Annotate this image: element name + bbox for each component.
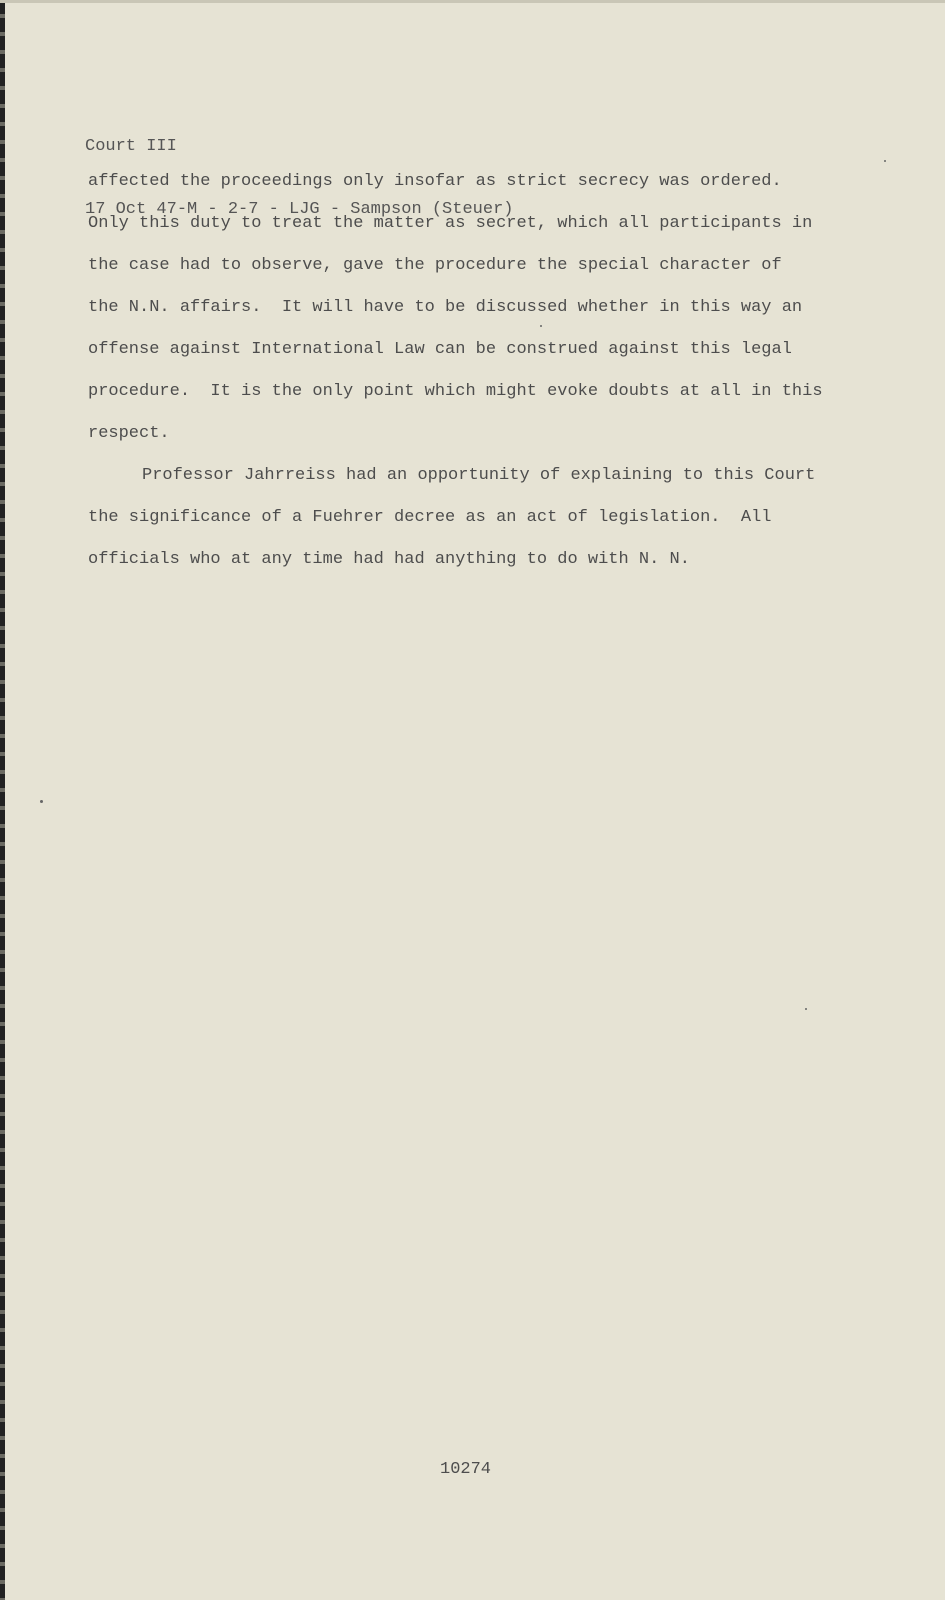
body-text: [88, 170, 848, 590]
text-line: Professor Jahrreiss had an opportunity of explaining to this Court: [142, 466, 816, 485]
text-line: procedure. It is the only point which might evoke doubts at all in this: [88, 382, 823, 401]
text-line: offense against International Law can be construed against this legal: [88, 340, 792, 359]
page-edge-top: [0, 0, 945, 3]
text-line: affected the proceedings only insofar as strict secrecy was ordered.: [88, 172, 782, 191]
paper-speck: [805, 1008, 807, 1010]
text-line: officials who at any time had had anything to do with N. N.: [88, 550, 690, 569]
header-court: Court III: [85, 137, 177, 156]
page-number: 10274: [440, 1460, 492, 1479]
text-line: the case had to observe, gave the procedure the special character of: [88, 256, 782, 275]
text-line: Only this duty to treat the matter as secret, which all participants in: [88, 214, 813, 233]
text-line: the N.N. affairs. It will have to be discussed whether in this way an: [88, 298, 803, 317]
header-session-info: 17 Oct 47-M - 2-7 - LJG - Sampson (Steuer): [85, 200, 514, 219]
text-line: respect.: [88, 424, 170, 443]
paper-speck: [540, 325, 542, 327]
text-line: the significance of a Fuehrer decree as an act of legislation. All: [88, 508, 772, 527]
page-edge-left: [0, 0, 5, 1600]
paper-speck: [884, 160, 886, 162]
paper-speck: [40, 800, 43, 803]
